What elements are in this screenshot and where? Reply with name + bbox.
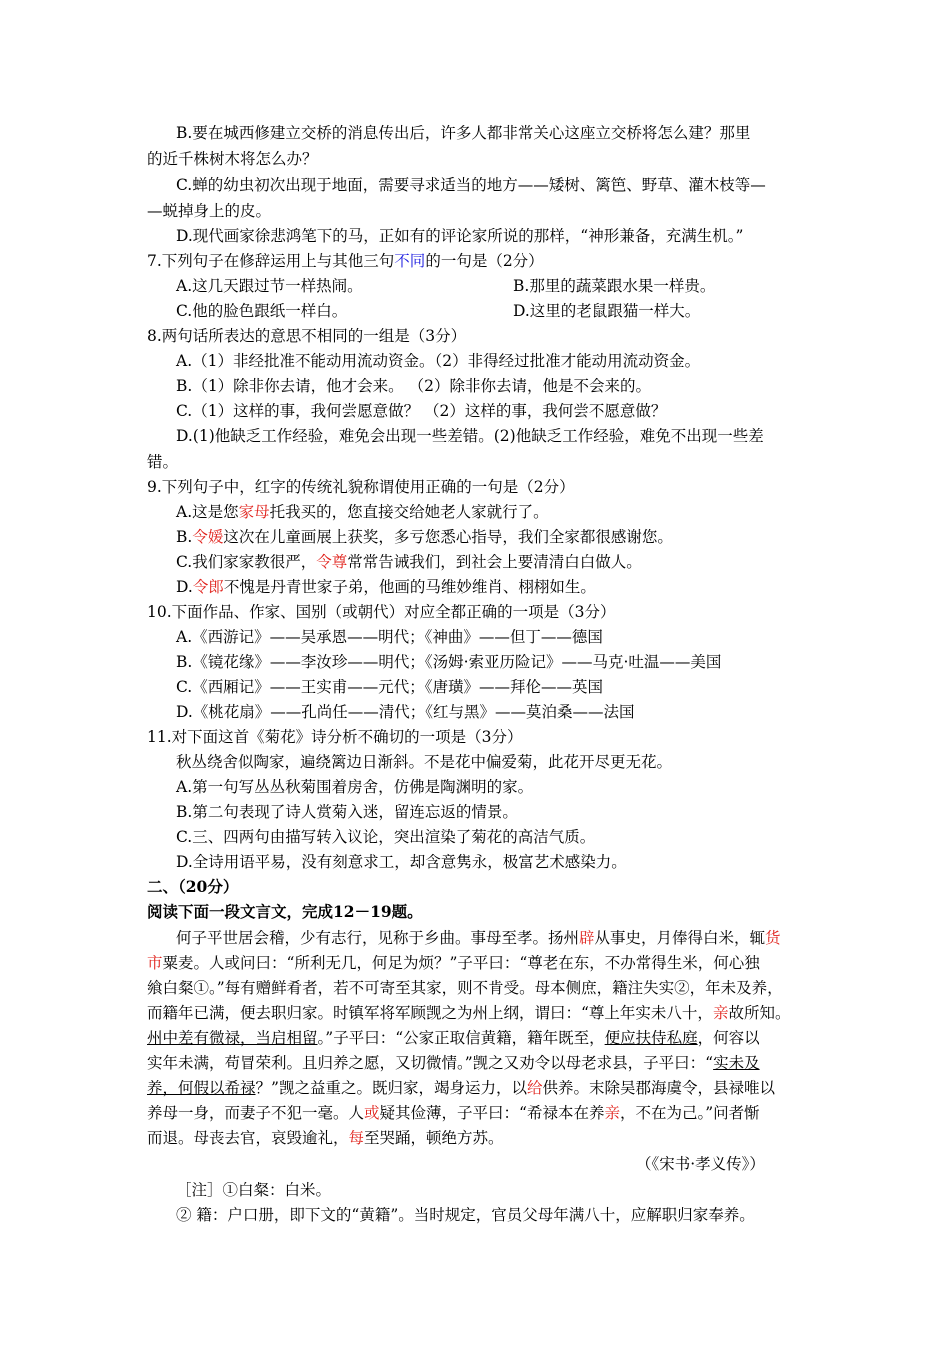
q7-highlight: 不同 bbox=[394, 252, 426, 270]
q9-option-b: B.令媛这次在儿童画展上获奖，多亏您悉心指导，我们全家都很感谢您。 bbox=[176, 528, 673, 546]
passage-line-3: 飨白粲①。”每有赠鲜肴者，若不可寄至其家，则不肯受。母本侧庶，籍注失实②，年未及养， bbox=[147, 979, 783, 997]
q7-option-a: A.这几天跟过节一样热闹。 bbox=[176, 277, 363, 295]
q8-option-a: A.（1）非经批准不能动用流动资金。（2）非得经过批准才能动用流动资金。 bbox=[176, 352, 701, 370]
q9-d-term: 令郎 bbox=[192, 578, 224, 596]
q10-option-b: B.《镜花缘》——李汝珍——明代；《汤姆·索亚历险记》——马克·吐温——美国 bbox=[176, 653, 722, 671]
section2-instruction: 阅读下面一段文言文，完成12－19题。 bbox=[147, 902, 423, 921]
q8-option-c: C.（1）这样的事，我何尝愿意做？ （2）这样的事，我何尝不愿意做？ bbox=[176, 402, 667, 420]
passage-note-2: ② 籍：户口册，即下文的“黄籍”。当时规定，官员父母年满八十，应解职归家奉养。 bbox=[176, 1206, 755, 1224]
q6-option-b-line2: 的近千株树木将怎么办？ bbox=[147, 150, 318, 168]
passage-source: （《宋书·孝义传》） bbox=[636, 1155, 765, 1173]
passage-line-8: 养母一身，而妻子不犯一毫。人或疑其俭薄，子平曰：“希禄本在养亲，不在为己。”问者惭 bbox=[147, 1104, 760, 1122]
q9-b-term: 令媛 bbox=[192, 528, 224, 546]
passage-note-1: ［注］①白粲：白米。 bbox=[176, 1181, 332, 1199]
q8-option-b: B.（1）除非你去请，他才会来。 （2）除非你去请，他是不会来的。 bbox=[176, 377, 651, 395]
q9-option-c: C.我们家家教很严，令尊常常告诫我们，到社会上要清清白白做人。 bbox=[176, 553, 642, 571]
q9-option-a: A.这是您家母托我买的，您直接交给她老人家就行了。 bbox=[176, 503, 549, 521]
q8-stem: 8.两句话所表达的意思不相同的一组是（3分） bbox=[147, 327, 467, 345]
q9-option-d: D.令郎不愧是丹青世家子弟，他画的马维妙维肖、栩栩如生。 bbox=[176, 578, 596, 596]
q6-option-b-line1: B.要在城西修建立交桥的消息传出后，许多人都非常关心这座立交桥将怎么建？那里 bbox=[176, 124, 751, 142]
passage-line-4: 而籍年已满，便去职归家。时镇军将军顾觊之为州上纲，谓曰：“尊上年实未八十，亲故所知。 bbox=[147, 1004, 791, 1022]
q10-option-d: D.《桃花扇》——孔尚任——清代；《红与黑》——莫泊桑——法国 bbox=[176, 703, 635, 721]
passage-line-5: 州中差有微禄，当启相留。”子平曰：“公家正取信黄籍，籍年既至，便应扶侍私庭，何容以 bbox=[147, 1029, 760, 1047]
q6-option-c-line1: C.蝉的幼虫初次出现于地面，需要寻求适当的地方——矮树、篱笆、野草、灌木枝等— bbox=[176, 176, 766, 194]
q11-option-c: C.三、四两句由描写转入议论，突出渲染了菊花的高洁气质。 bbox=[176, 828, 596, 846]
q8-option-d-line2: 错。 bbox=[147, 453, 179, 471]
q11-stem: 11.对下面这首《菊花》诗分析不确切的一项是（3分） bbox=[147, 728, 523, 746]
passage-line-7: 养，何假以希禄？”觊之益重之。既归家，竭身运力，以给供养。末除吴郡海虞令，县禄唯以 bbox=[147, 1079, 775, 1097]
q10-option-a: A.《西游记》——吴承恩——明代；《神曲》——但丁——德国 bbox=[176, 628, 603, 646]
q11-option-a: A.第一句写丛丛秋菊围着房舍，仿佛是陶渊明的家。 bbox=[176, 778, 534, 796]
section2-heading: 二、（20分） bbox=[147, 877, 239, 896]
q10-option-c: C.《西厢记》——王实甫——元代；《唐璜》——拜伦——英国 bbox=[176, 678, 603, 696]
passage-line-1: 何子平世居会稽，少有志行，见称于乡曲。事母至孝。扬州辟从事史，月俸得白米，辄货 bbox=[176, 929, 781, 947]
passage-line-9: 而退。母丧去官，哀毁逾礼，每至哭踊，顿绝方苏。 bbox=[147, 1129, 504, 1147]
q6-option-d: D.现代画家徐悲鸿笔下的马，正如有的评论家所说的那样，“神形兼备，充满生机。” bbox=[176, 227, 744, 245]
q9-stem: 9.下列句子中，红字的传统礼貌称谓使用正确的一句是（2分） bbox=[147, 478, 575, 496]
passage-line-6: 实年未满，苟冒荣利。且归养之愿，又切微情。”觊之又劝令以母老求县，子平曰：“实未及 bbox=[147, 1054, 760, 1072]
q10-stem: 10.下面作品、作家、国别（或朝代）对应全都正确的一项是（3分） bbox=[147, 603, 616, 621]
q7-option-c: C.他的脸色跟纸一样白。 bbox=[176, 302, 348, 320]
passage-line-2: 市粟麦。人或问曰：“所利无几，何足为烦？”子平曰：“尊老在东，不办常得生米，何心独 bbox=[147, 954, 760, 972]
q6-option-c-line2: —蜕掉身上的皮。 bbox=[147, 202, 272, 220]
q11-option-b: B.第二句表现了诗人赏菊入迷，留连忘返的情景。 bbox=[176, 803, 518, 821]
q11-poem: 秋丛绕舍似陶家，遍绕篱边日渐斜。不是花中偏爱菊，此花开尽更无花。 bbox=[176, 753, 673, 771]
q11-option-d: D.全诗用语平易，没有刻意求工，却含意隽永，极富艺术感染力。 bbox=[176, 853, 627, 871]
q8-option-d-line1: D.(1)他缺乏工作经验，难免会出现一些差错。(2)他缺乏工作经验，难免不出现一些差 bbox=[176, 427, 764, 445]
q7-option-d: D.这里的老鼠跟猫一样大。 bbox=[513, 302, 701, 320]
q7-stem: 7.下列句子在修辞运用上与其他三句不同的一句是（2分） bbox=[147, 252, 544, 270]
q9-c-term: 令尊 bbox=[316, 553, 348, 571]
q9-a-term: 家母 bbox=[238, 503, 270, 521]
q7-option-b: B.那里的蔬菜跟水果一样贵。 bbox=[513, 277, 716, 295]
